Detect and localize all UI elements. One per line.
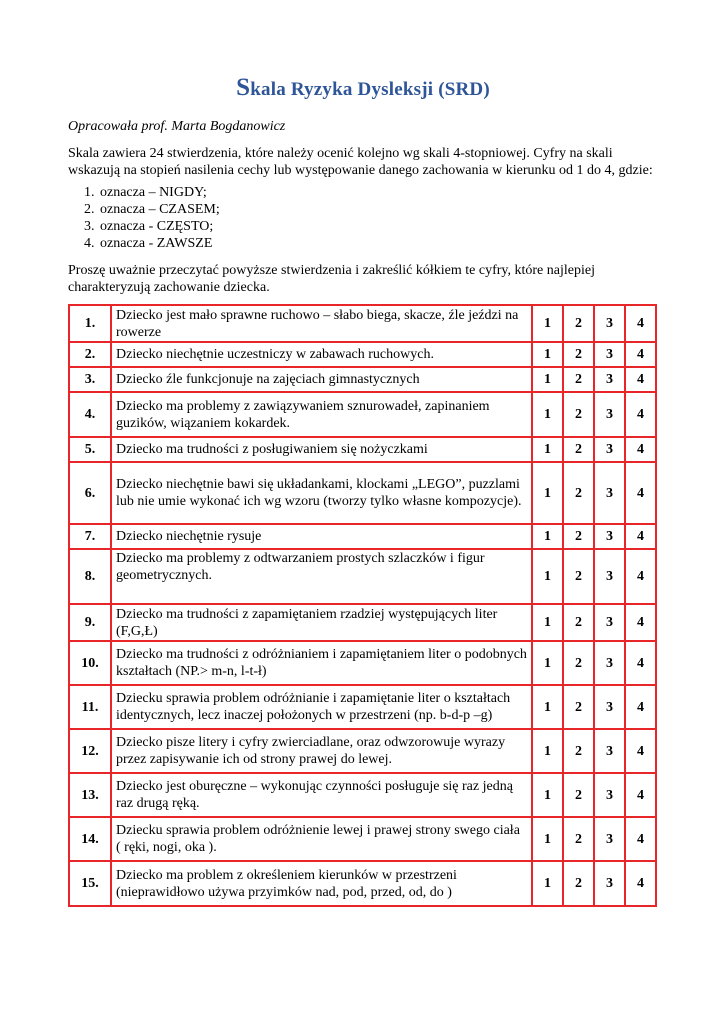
table-row [69, 685, 656, 729]
rating-option-3[interactable]: 3 [594, 549, 625, 604]
statement-text: Dziecku sprawia problem odróżnianie i zapamiętanie liter o kształtach identycznych, lecz inaczej położonych w przestrzeni (np. b-d-p –g) [111, 685, 532, 729]
statement-text: Dziecko ma trudności z zapamiętaniem rzadziej występujących liter (F,G,Ł) [111, 604, 532, 641]
rating-option-3[interactable]: 3 [594, 729, 625, 773]
statement-text: Dziecku sprawia problem odróżnienie lewej i prawej strony swego ciała ( ręki, nogi, oka ). [111, 817, 532, 861]
rating-option-1[interactable]: 1 [532, 392, 563, 437]
instruction-paragraph: Proszę uważnie przeczytać powyższe stwierdzenia i zakreślić kółkiem te cyfry, które najlepiej charakteryzują zachowanie dziecka. [68, 263, 595, 295]
row-number: 4. [69, 392, 111, 437]
rating-option-3[interactable]: 3 [594, 641, 625, 685]
table-row [69, 462, 656, 524]
title-rest: kala Ryzyka Dysleksji (SRD) [250, 79, 490, 100]
statement-text: Dziecko jest mało sprawne ruchowo – słabo biega, skacze, źle jeździ na rowerze [111, 305, 532, 342]
statement-text: Dziecko źle funkcjonuje na zajęciach gimnastycznych [111, 367, 532, 392]
rating-option-1[interactable]: 1 [532, 305, 563, 342]
rating-option-4[interactable]: 4 [625, 437, 656, 462]
rating-option-2[interactable]: 2 [563, 773, 594, 817]
row-number: 7. [69, 524, 111, 549]
rating-option-2[interactable]: 2 [563, 437, 594, 462]
rating-option-4[interactable]: 4 [625, 462, 656, 524]
table-row [69, 729, 656, 773]
rating-option-3[interactable]: 3 [594, 773, 625, 817]
scale-item: 4. oznacza - ZAWSZE [98, 235, 658, 252]
row-number: 3. [69, 367, 111, 392]
rating-option-2[interactable]: 2 [563, 462, 594, 524]
rating-option-2[interactable]: 2 [563, 861, 594, 906]
rating-option-1[interactable]: 1 [532, 729, 563, 773]
scale-legend [68, 184, 658, 252]
scale-item: 2. oznacza – CZASEM; [98, 201, 658, 218]
rating-option-3[interactable]: 3 [594, 817, 625, 861]
row-number: 9. [69, 604, 111, 641]
rating-option-4[interactable]: 4 [625, 641, 656, 685]
author-line: Opracowała prof. Marta Bogdanowicz [68, 119, 286, 134]
rating-option-1[interactable]: 1 [532, 773, 563, 817]
rating-option-1[interactable]: 1 [532, 604, 563, 641]
table-row [69, 392, 656, 437]
scale-item: 1. oznacza – NIGDY; [98, 184, 658, 201]
rating-option-4[interactable]: 4 [625, 524, 656, 549]
document-page [68, 74, 658, 907]
rating-option-2[interactable]: 2 [563, 641, 594, 685]
statement-text: Dziecko ma trudności z posługiwaniem się nożyczkami [111, 437, 532, 462]
statement-text: Dziecko ma problemy z zawiązywaniem sznurowadeł, zapinaniem guzików, wiązaniem kokardek. [111, 392, 532, 437]
rating-option-3[interactable]: 3 [594, 342, 625, 367]
rating-option-1[interactable]: 1 [532, 367, 563, 392]
rating-option-1[interactable]: 1 [532, 549, 563, 604]
row-number: 8. [69, 549, 111, 604]
table-row [69, 817, 656, 861]
rating-option-4[interactable]: 4 [625, 342, 656, 367]
rating-option-2[interactable]: 2 [563, 392, 594, 437]
rating-option-3[interactable]: 3 [594, 604, 625, 641]
statement-text: Dziecko niechętnie uczestniczy w zabawach ruchowych. [111, 342, 532, 367]
rating-option-3[interactable]: 3 [594, 392, 625, 437]
table-row [69, 861, 656, 906]
statement-text: Dziecko jest oburęczne – wykonując czynności posługuje się raz jedną raz drugą ręką. [111, 773, 532, 817]
rating-option-3[interactable]: 3 [594, 524, 625, 549]
rating-option-1[interactable]: 1 [532, 437, 563, 462]
row-number: 5. [69, 437, 111, 462]
row-number: 14. [69, 817, 111, 861]
table-row [69, 437, 656, 462]
rating-option-2[interactable]: 2 [563, 604, 594, 641]
rating-option-1[interactable]: 1 [532, 817, 563, 861]
rating-option-2[interactable]: 2 [563, 305, 594, 342]
table-row [69, 367, 656, 392]
table-row [69, 641, 656, 685]
rating-option-4[interactable]: 4 [625, 817, 656, 861]
rating-option-2[interactable]: 2 [563, 524, 594, 549]
rating-option-3[interactable]: 3 [594, 861, 625, 906]
statement-text: Dziecko ma problem z określeniem kierunków w przestrzeni (nieprawidłowo używa przyimków nad, pod, przed, od, do ) [111, 861, 532, 906]
rating-option-3[interactable]: 3 [594, 305, 625, 342]
table-row [69, 773, 656, 817]
rating-option-3[interactable]: 3 [594, 437, 625, 462]
scale-item: 3. oznacza - CZĘSTO; [98, 218, 658, 235]
rating-option-4[interactable]: 4 [625, 549, 656, 604]
table-row [69, 342, 656, 367]
table-row [69, 604, 656, 641]
rating-option-4[interactable]: 4 [625, 861, 656, 906]
row-number: 6. [69, 462, 111, 524]
table-row [69, 549, 656, 604]
rating-option-2[interactable]: 2 [563, 817, 594, 861]
title-initial: S [236, 74, 251, 101]
rating-option-4[interactable]: 4 [625, 773, 656, 817]
row-number: 1. [69, 305, 111, 342]
rating-option-2[interactable]: 2 [563, 685, 594, 729]
rating-option-1[interactable]: 1 [532, 524, 563, 549]
rating-option-1[interactable]: 1 [532, 462, 563, 524]
rating-option-3[interactable]: 3 [594, 685, 625, 729]
row-number: 13. [69, 773, 111, 817]
row-number: 12. [69, 729, 111, 773]
table-row [69, 305, 656, 342]
rating-option-3[interactable]: 3 [594, 462, 625, 524]
rating-option-2[interactable]: 2 [563, 549, 594, 604]
rating-option-1[interactable]: 1 [532, 342, 563, 367]
rating-option-4[interactable]: 4 [625, 604, 656, 641]
statement-text: Dziecko niechętnie rysuje [111, 524, 532, 549]
rating-option-2[interactable]: 2 [563, 342, 594, 367]
document-title [68, 74, 658, 102]
statement-text: Dziecko pisze litery i cyfry zwierciadlane, oraz odwzorowuje wyrazy przez zapisywanie ich od strony prawej do lewej. [111, 729, 532, 773]
rating-option-2[interactable]: 2 [563, 729, 594, 773]
table-row [69, 524, 656, 549]
rating-option-4[interactable]: 4 [625, 729, 656, 773]
rating-option-4[interactable]: 4 [625, 305, 656, 342]
rating-option-3[interactable]: 3 [594, 367, 625, 392]
rating-option-4[interactable]: 4 [625, 685, 656, 729]
statement-text: Dziecko ma problemy z odtwarzaniem prostych szlaczków i figur geometrycznych. [111, 549, 532, 604]
rating-option-2[interactable]: 2 [563, 367, 594, 392]
rating-option-1[interactable]: 1 [532, 641, 563, 685]
statement-text: Dziecko niechętnie bawi się układankami, klockami „LEGO”, puzzlami lub nie umie wykonać ich wg wzoru (tworzy tylko własne kompozycje). [111, 462, 532, 524]
rating-option-1[interactable]: 1 [532, 685, 563, 729]
rating-option-1[interactable]: 1 [532, 861, 563, 906]
srd-table [68, 304, 657, 907]
row-number: 2. [69, 342, 111, 367]
row-number: 15. [69, 861, 111, 906]
statement-text: Dziecko ma trudności z odróżnianiem i zapamiętaniem liter o podobnych kształtach (NP.> m-n, l-t-ł) [111, 641, 532, 685]
row-number: 11. [69, 685, 111, 729]
row-number: 10. [69, 641, 111, 685]
rating-option-4[interactable]: 4 [625, 367, 656, 392]
intro-paragraph: Skala zawiera 24 stwierdzenia, które należy ocenić kolejno wg skali 4-stopniowej. Cyfry na skali wskazują na stopień nasilenia cechy lub występowanie danego zachowania w kierunku od 1 do 4, gdzie: [68, 146, 653, 178]
rating-option-4[interactable]: 4 [625, 392, 656, 437]
